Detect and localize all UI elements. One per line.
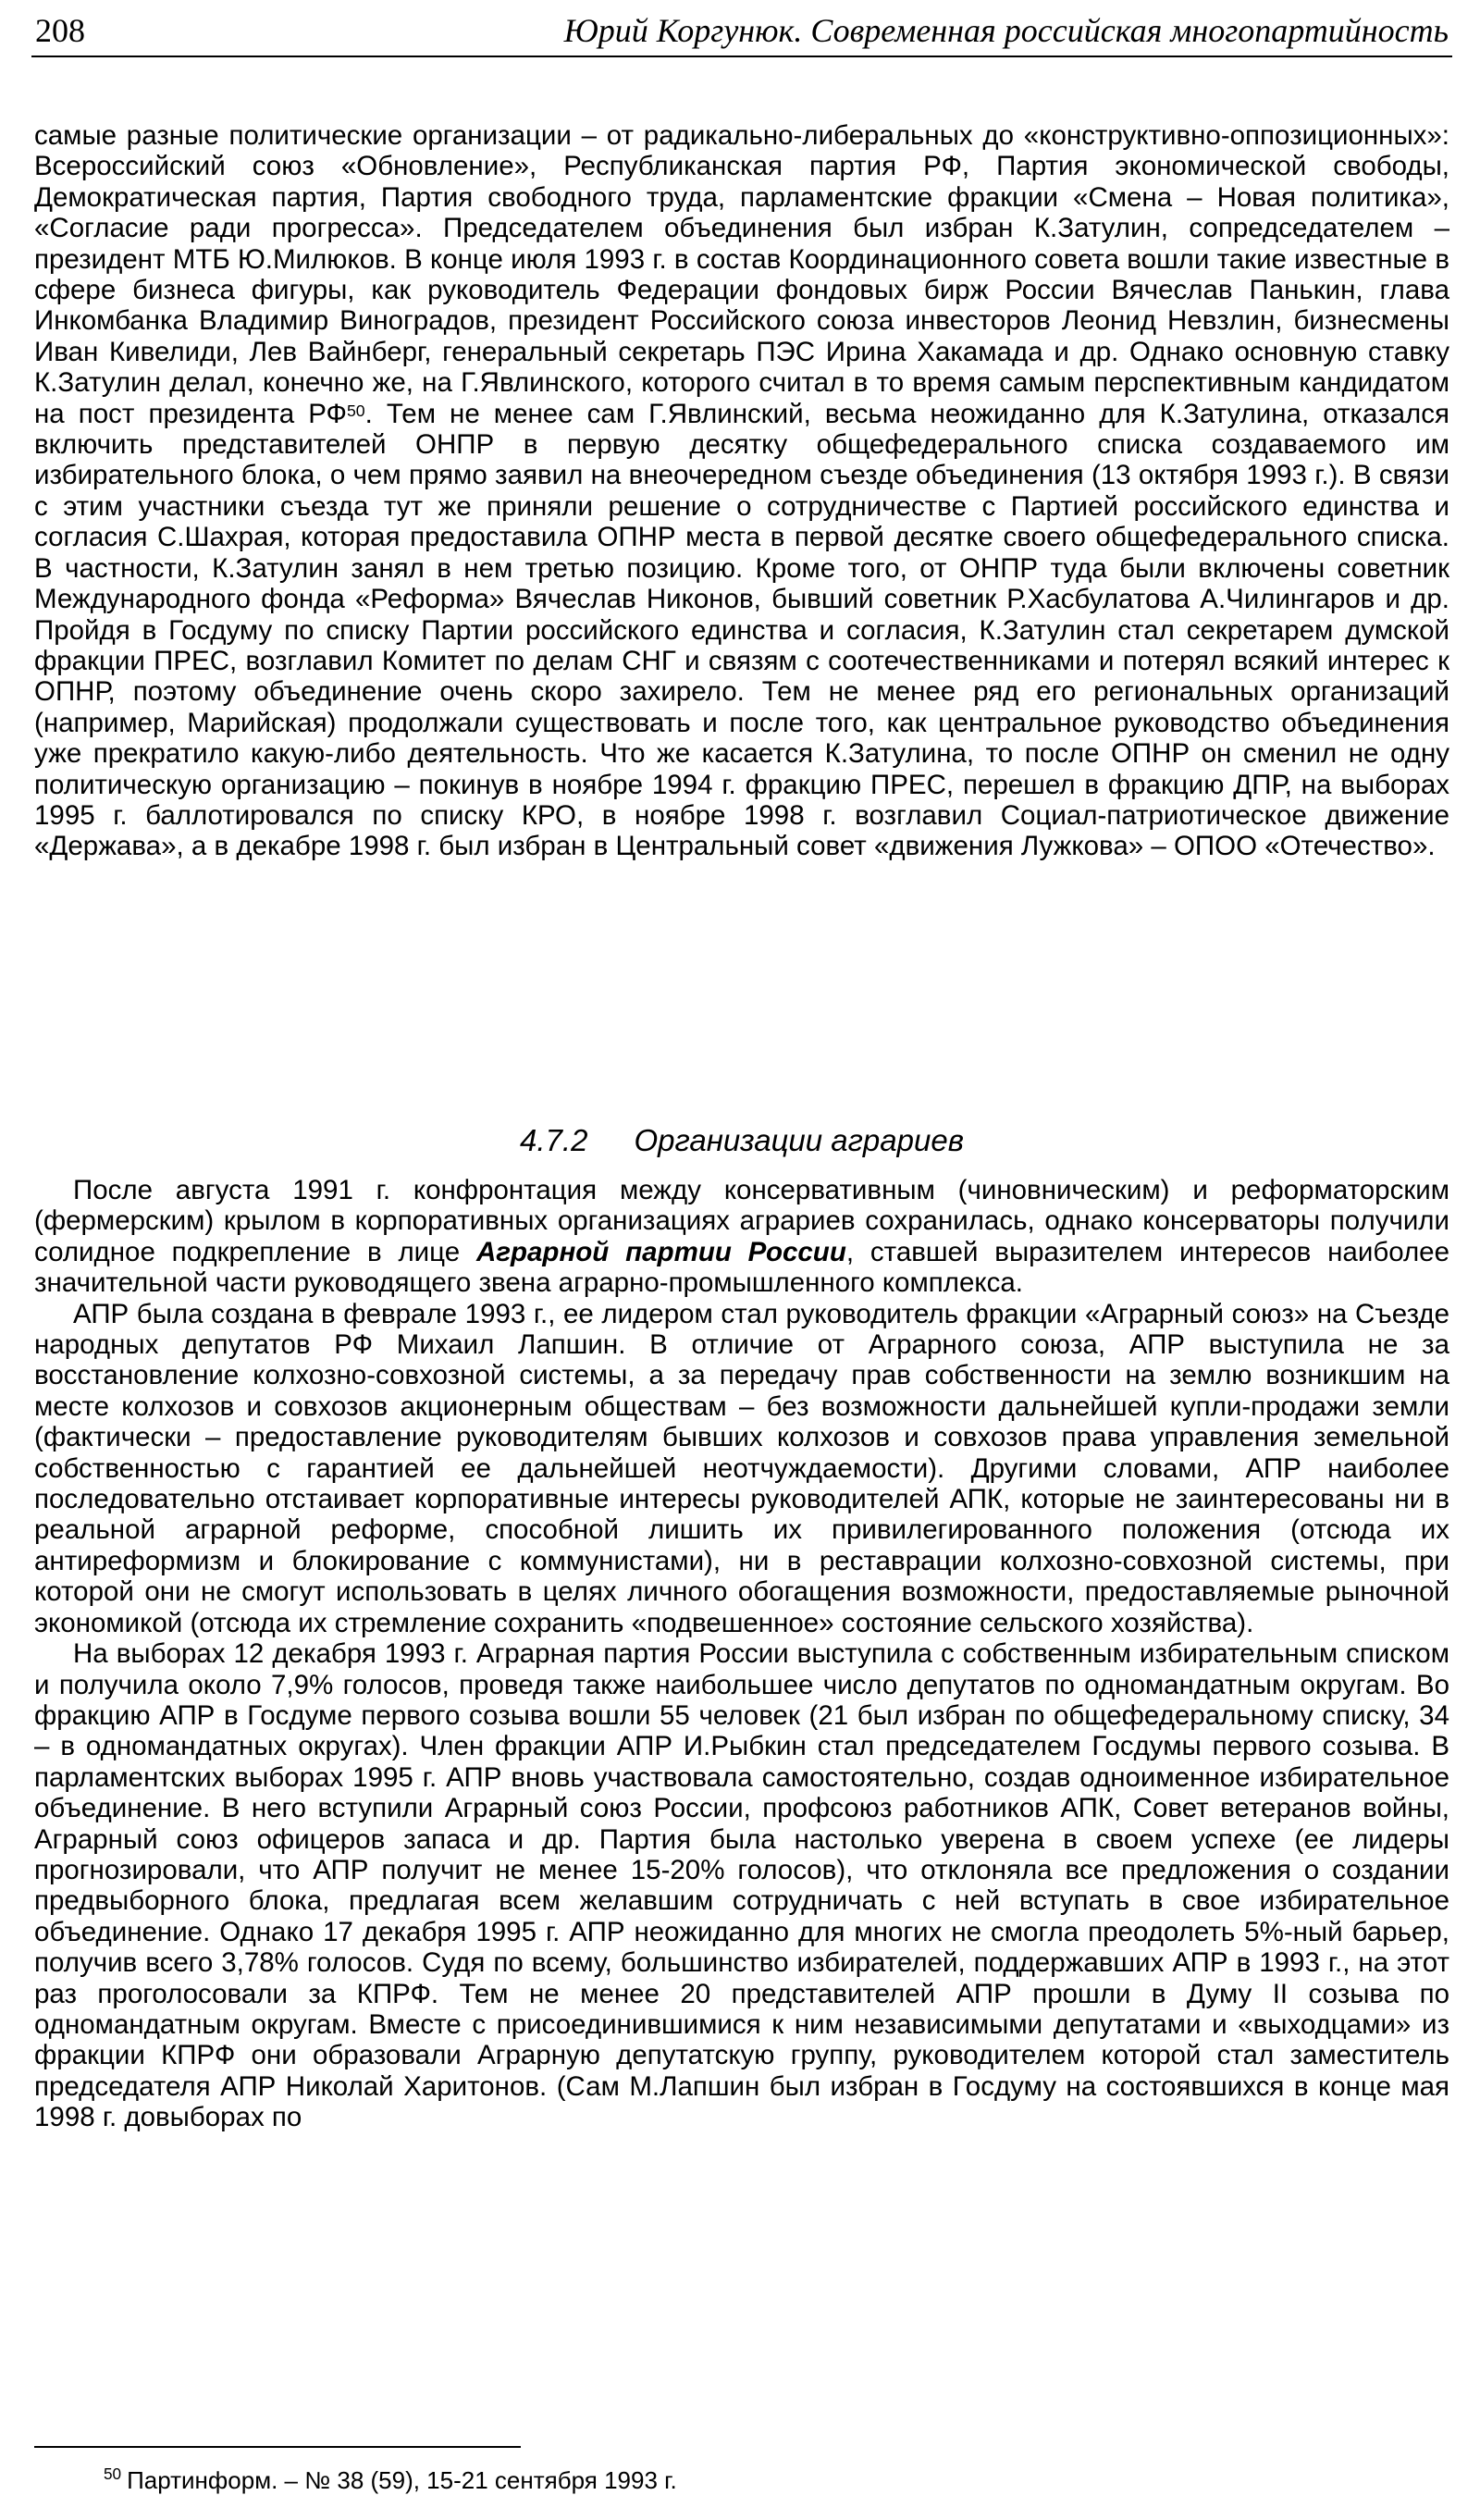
emphasized-party-name: Аграрной партии России: [475, 1236, 846, 1267]
body-text-section-1: [34, 120, 1449, 862]
paragraph: [34, 1175, 1449, 1299]
paragraph-text: . Тем не менее сам Г.Явлинский, весьма неожиданно для К.Затулина, отказался включить представителей ОНПР в первую десятку общефедерального списка создаваемого им избирательного блока, о чем прямо заявил на внеочередном съезде объединения (13 октября 1993 г.). В связи с этим участники съезда тут же приняли решение о сотрудничестве с Партией российского единства и согласия С.Шахрая, которая предоставила ОПНР места в первой десятке своего общефедерального списка. В частности, К.Затулин занял в нем третью позицию. Кроме того, от ОНПР туда были включены советник Международного фонда «Реформа» Вячеслав Никонов, бывший советник Р.Хасбулатова А.Чилингаров и др. Пройдя в Госдуму по списку Партии российского единства и согласия, К.Затулин стал секретарем думской фракции ПРЕС, возглавил Комитет по делам СНГ и связям с соотечественниками и потерял всякий интерес к ОПНР, поэтому объединение очень скоро захирело. Тем не менее ряд его региональных организаций (например, Марийская) продолжали существовать и после того, как центральное руководство объединения уже прекратило какую-либо деятельность. Что же касается К.Затулина, то после ОПНР он сменил не одну политическую организацию – покинув в ноябре 1994 г. фракцию ПРЕС, перешел в фракцию ДПР, на выборах 1995 г. баллотировался по списку КРО, в ноябре 1998 г. возглавил Социал-патриотическое движение «Держава», а в декабре 1998 г. был избран в Центральный совет «движения Лужкова» – ОПОО «Отечество».: [34, 398, 1449, 862]
paragraph-text: , ставшей выразителем интересов наиболее значительной части руководящего звена аграрно-промышленного комплекса.: [34, 1236, 1449, 1299]
footnote-ref: 50: [346, 401, 365, 420]
section-title: Организации аграриев: [634, 1123, 964, 1157]
section-number: 4.7.2: [520, 1123, 588, 1157]
footnote-number: 50: [104, 2464, 122, 2483]
paragraph-text: самые разные политические организации – от радикально-либеральных до «конструктивно-оппозиционных»: Всероссийский союз «Обновление», Республиканская партия РФ, Партия экономической свободы, Демократическая партия, Партия свободного труда, парламентские фракции «Смена – Новая политика», «Согласие ради прогресса». Председателем объединения был избран К.Затулин, сопредседателем – президент МТБ Ю.Милюков. В конце июля 1993 г. в состав Координационного совета вошли такие известные в сфере бизнеса фигуры, как руководитель Федерации фондовых бирж России Вячеслав Панькин, глава Инкомбанка Владимир Виноградов, президент Российского союза инвесторов Леонид Невзлин, бизнесмены Иван Кивелиди, Лев Вайнберг, генеральный секретарь ПЭС Ирина Хакамада и др. Однако основную ставку К.Затулин делал, конечно же, на Г.Явлинского, которого считал в то время самым перспективным кандидатом на пост президента РФ: [34, 120, 1449, 429]
page-header: [31, 7, 1452, 57]
footnote-separator: [34, 2446, 521, 2448]
paragraph: На выборах 12 декабря 1993 г. Аграрная партия России выступила с собственным избирательным списком и получила около 7,9% голосов, проведя также наибольшее число депутатов по одномандатным округам. Во фракцию АПР в Госдуме первого созыва вошли 55 человек (21 был избран по общефедеральному списку, 34 – в одномандатных округах). Член фракции АПР И.Рыбкин стал председателем Госдумы первого созыва. В парламентских выборах 1995 г. АПР вновь участвовала самостоятельно, создав одноименное избирательное объединение. В него вступили Аграрный союз России, профсоюз работников АПК, Совет ветеранов войны, Аграрный союз офицеров запаса и др. Партия была настолько уверена в своем успехе (ее лидеры прогнозировали, что АПР получит не менее 15-20% голосов), что отклоняла все предложения о создании предвыборного блока, предлагая всем желавшим сотрудничать с ней вступать в свое избирательное объединение. Однако 17 декабря 1995 г. АПР неожиданно для многих не смогла преодолеть 5%-ный барьер, получив всего 3,78% голосов. Судя по всему, большинство избирателей, поддержавших АПР в 1993 г., на этот раз проголосовали за КПРФ. Тем не менее 20 представителей АПР прошли в Думу II созыва по одномандатным округам. Вместе с присоединившимися к ним независимыми депутатами и «выходцами» из фракции КПРФ они образовали Аграрную депутатскую группу, руководителем которой стал заместитель председателя АПР Николай Харитонов. (Сам М.Лапшин был избран в Госдуму на состоявшихся в конце мая 1998 г. довыборах по: [34, 1638, 1449, 2133]
footnote: [104, 2466, 677, 2495]
footnote-text: Партинформ. – № 38 (59), 15-21 сентября 1993 г.: [127, 2466, 677, 2494]
running-title: Юрий Коргунюк. Современная российская многопартийность: [563, 12, 1449, 49]
paragraph: [34, 120, 1449, 862]
page-number: 208: [35, 12, 85, 49]
paragraph: АПР была создана в феврале 1993 г., ее лидером стал руководитель фракции «Аграрный союз» на Съезде народных депутатов РФ Михаил Лапшин. В отличие от Аграрного союза, АПР выступила не за восстановление колхозно-совхозной системы, а за передачу прав собственности на землю возникшим на месте колхозов и совхозов акционерным обществам – без возможности дальнейшей купли-продажи земли (фактически – предоставление руководителям бывших колхозов и совхозов права управления земельной собственностью с гарантией ее дальнейшей неотчуждаемости). Другими словами, АПР наиболее последовательно отстаивает корпоративные интересы руководителей АПК, которые не заинтересованы ни в реальной аграрной реформе, способной лишить их привилегированного положения (отсюда их антиреформизм и блокирование с коммунистами), ни в реставрации колхозно-совхозной системы, при которой они не смогут использовать в целях личного обогащения возможности, предоставляемые рыночной экономикой (отсюда их стремление сохранить «подвешенное» состояние сельского хозяйства).: [34, 1298, 1449, 1638]
paragraph-text: После августа 1991 г. конфронтация между консервативным (чиновническим) и реформаторским (фермерским) крылом в корпоративных организациях аграриев сохранилась, однако консерваторы получили солидное подкрепление в лице: [34, 1175, 1449, 1267]
section-heading: [34, 1123, 1449, 1158]
body-text-section-2: [34, 1175, 1449, 2133]
